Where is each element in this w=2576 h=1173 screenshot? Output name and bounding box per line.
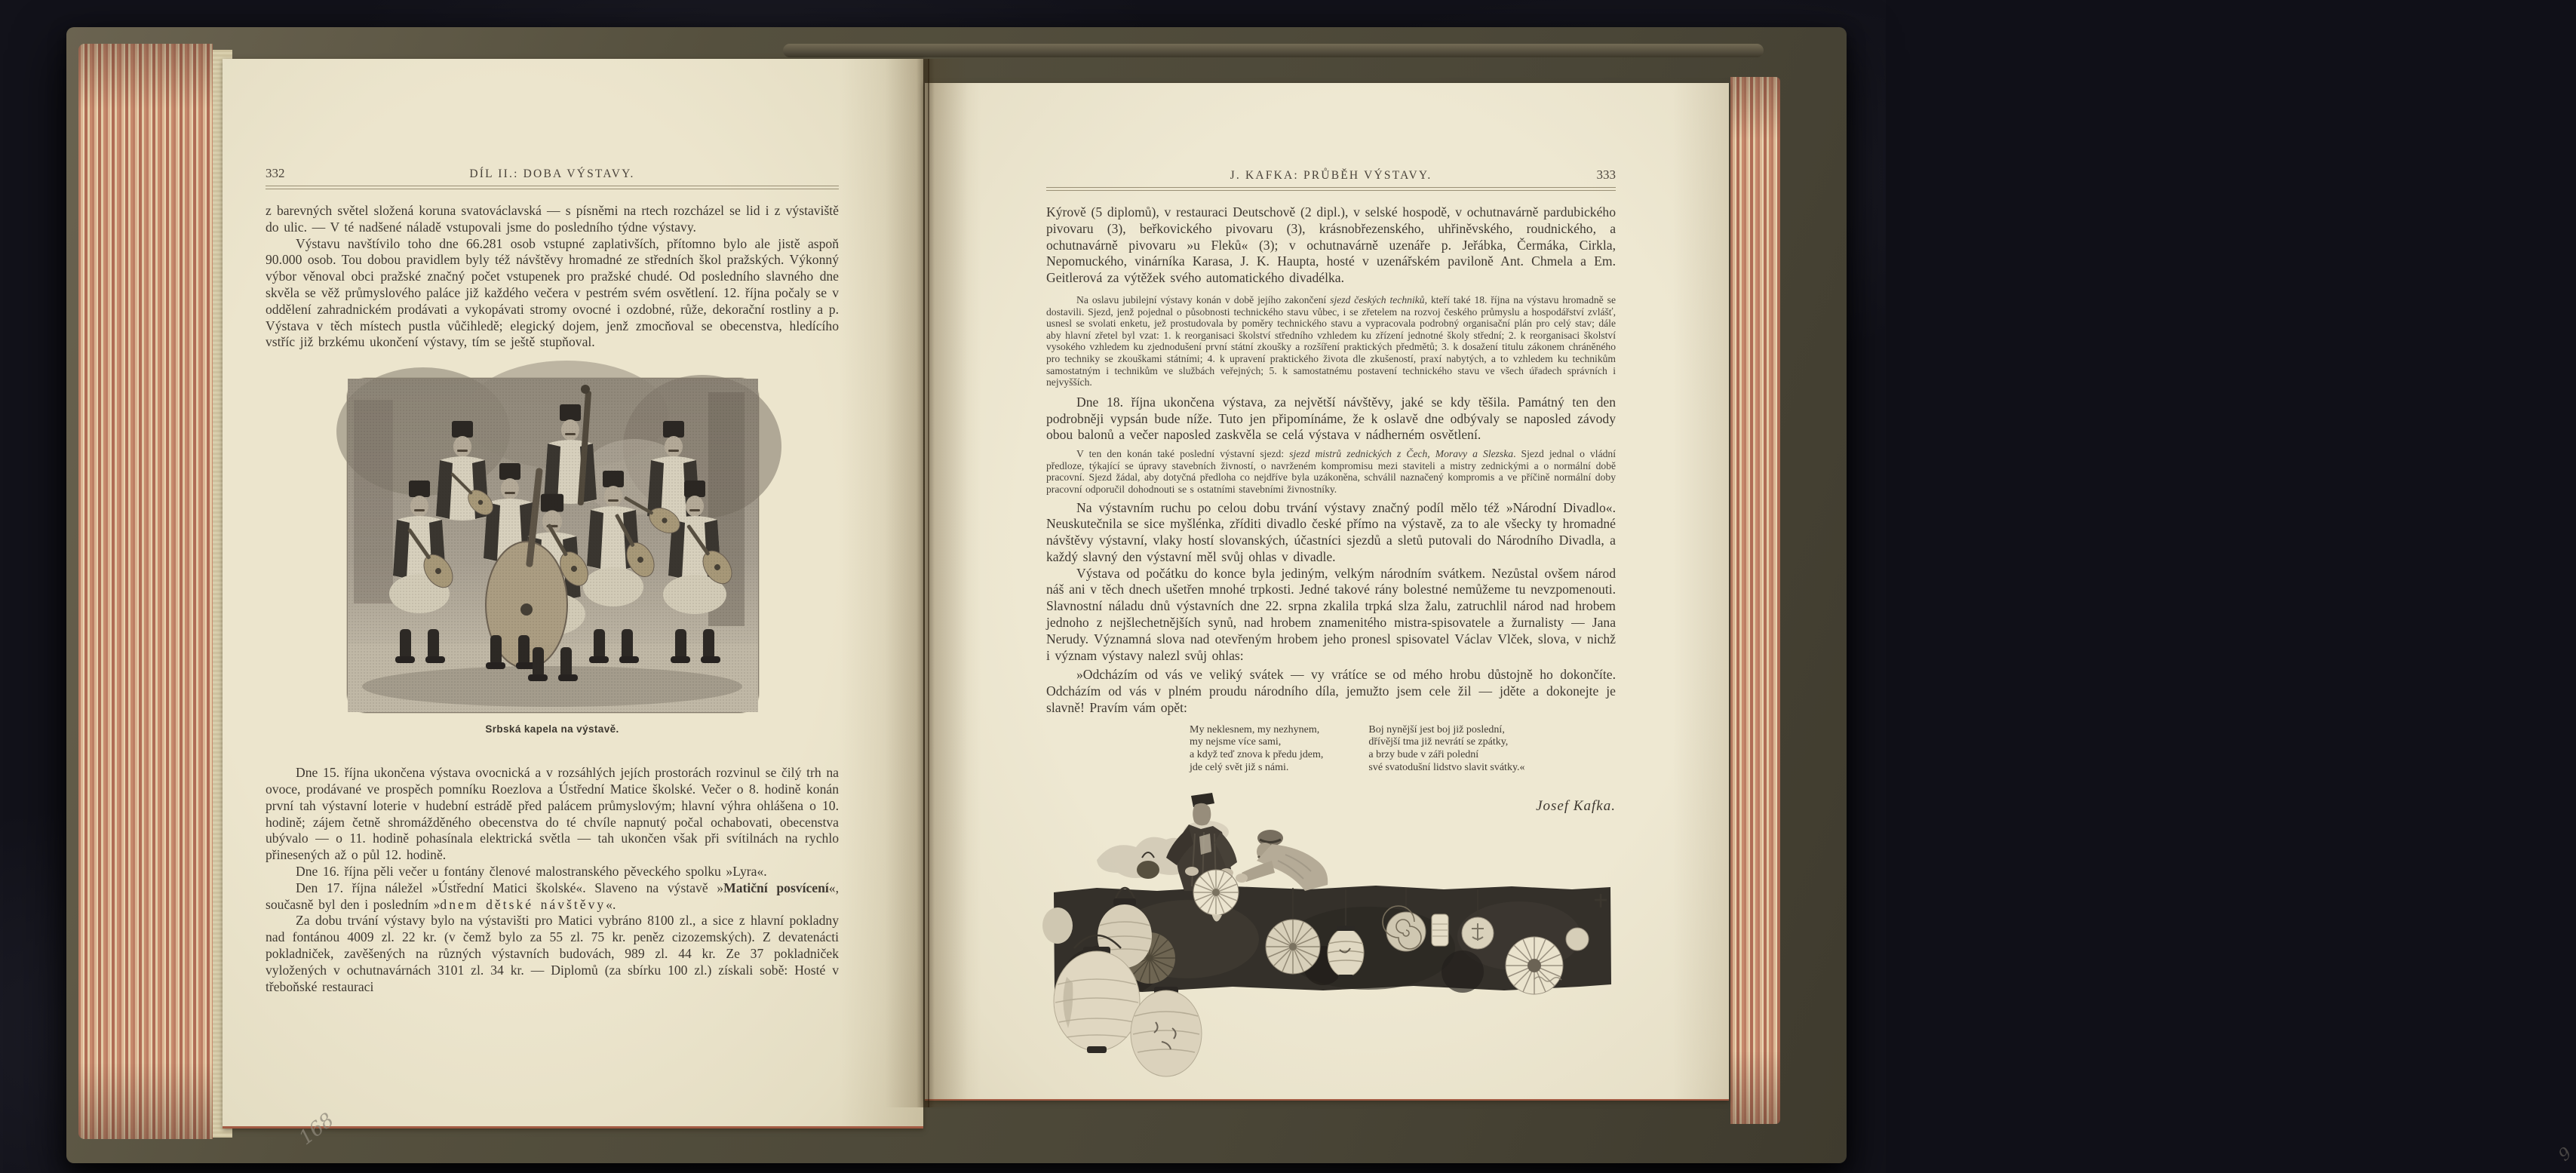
running-title-right: J. KAFKA: PRŮBĚH VÝSTAVY. (1230, 169, 1432, 182)
small-print-paragraph (1046, 294, 1616, 388)
figure-band-photo (347, 378, 757, 735)
paragraph-text: Na oslavu jubilejní výstavy konán v době jejího zakončení (1076, 293, 1331, 306)
paragraph (266, 880, 839, 914)
paragraph: z barevných světel složená koruna svatováclavská — s písněmi na rtech rozcházel se lid i z výstaviště do ulic. — V té nadšené náladě vstupovali jsme do posledního týdne výstavy. (266, 203, 839, 235)
paragraph: Na výstavním ruchu po celou dobu trvání výstavy značný podíl mělo též »Národní Divadlo«. Neuskutečnila se sice myšlénka, zříditi divadlo české přímo na výstavě, za to ale všecky ty hromadné návštěvy výstavní, vlaky hostí slovanských, účastníci sjezdů a sletů putovali do Národního Divadla, a každý slavný den výstavní měl svůj ohlas v divadle. (1046, 499, 1616, 564)
left-running-head (266, 166, 839, 181)
page-right (925, 83, 2576, 1165)
bending-figure (1236, 830, 1328, 891)
verse-line: své svatodušní lidstvo slavit svátky.« (1368, 761, 1525, 773)
paragraph-text: «, současně byl den i posledním » (266, 880, 839, 912)
open-book (66, 27, 2576, 1165)
verse-line: Boj nynější jest boj již poslední, (1368, 723, 1505, 735)
small-print-paragraph (1046, 448, 1616, 495)
verse-line: a brzy bude v záři polední (1368, 749, 1479, 761)
figure-caption: Srbská kapela na výstavě. (485, 723, 619, 735)
italic-emphasis: sjezd mistrů zednických z Čech, Moravy a Slezska (1289, 448, 1514, 460)
paragraph: Dne 15. října ukončena výstava ovocnická a v rozsáhlých jejích prostorách rozvinul se čilý trh na ovoce, prodávané ve prospěch pomníku Roezlova a Ústřední Matice školské. Večer o 8. hodině konán první tah výstavní loterie v hudební estrádě před palácem průmyslovým; hlavní výhra ohlášena o 10. hodině; zájem četně shromážděného obecenstva do té chvíle napnutý počal ochabovati, obecenstva ubývalo — o 11. hodině pohasínala elektrická světla — tah ukončen však při svítilnách na rychlo přinesených až o půl 12. hodině. (266, 765, 839, 863)
quote-paragraph: »Odcházím od vás ve veliký svátek — vy vrátíce se od mého hrobu důstojně ho dokončíte. Odcházím od vás v plném proudu národního díla, jemužto jsem cele žil — jděte a dokonejte je slavně! Pravím vám opět: (1046, 667, 1616, 716)
italic-emphasis: sjezd českých techniků (1330, 293, 1425, 306)
verse-line: My neklesnem, my nezhynem, (1190, 723, 1320, 735)
page-left (223, 59, 923, 1150)
lantern-illustration (1052, 788, 1613, 1064)
halftone-photo-serbian-band (347, 378, 759, 713)
paragraph-text: . Sjezd jednal o vládní předloze, týkající se úpravy stavebních živností, o navrženém kompromisu mezi staviteli a mistry zednickými a o normální době pracovní. Sjezd žádal, aby dotyčná předloha co nejdříve byla uzákoněna, schválil naznačený kompromis a ve příčině normální doby pracovní odporučil dohodnouti se s ostatními stavebními živnostníky. (1046, 448, 1616, 495)
author-signature: Josef Kafka. (1536, 798, 1616, 814)
page-fore-edge-left (78, 44, 213, 1139)
paragraph-text: «. (606, 896, 616, 912)
spaced-emphasis: dnem dětské návštěvy (440, 896, 606, 912)
paragraph-text: Den 17. října náležel »Ústřední Matici školské«. Slaveno na výstavě » (296, 880, 724, 895)
verse-line: my nejsme více sami, (1190, 736, 1282, 748)
paragraph: Dne 18. října ukončena výstava, za největší návštěvy, jaké se kdy těšila. Památný ten den podrobněji vypsán bude níže. Tuto jen připomínáme, že k oslavě dne odbývaly se naposled závody obou balonů a večer naposled zaskvěla se celá výstava v nádherném osvětlení. (1046, 394, 1616, 443)
bold-emphasis: Matiční posvícení (723, 880, 829, 895)
paragraph: Výstavu navštívilo toho dne 66.281 osob vstupné zaplativších, přítomno bylo ale jistě aspoň 90.000 osob. Tou dobou pravidlem byly též návštěvy hromadné ze středních škol pražských. Výkonný výbor věnoval obci pražské značný počet vstupenek pro pražské chudé. Od posledního slavného dne skvěla se věž průmyslového paláce již každého večera v pestrém svém osvětlení. 12. října počaly se v oddělení zahradnickém prodávati a vykopávati stromy ovocné i ozdobné, růže, dekorační rostliny a p. Výstava v těch místech pustla vůčihledě; elegický dojem, jenž zmocňoval se obecenstva, hledícího vstříc již brzkému ukončení výstavy, tím se ještě stupňoval. (266, 235, 839, 350)
paragraph: Dne 16. října pěli večer u fontány členové malostranského pěveckého spolku »Lyra«. (296, 863, 767, 879)
paragraph: Za dobu trvání výstavy bylo na výstavišti pro Matici vybráno 8100 zl., a sice z hlavní pokladny nad fontánou 4009 zl. 22 kr. (v čemž bylo za 55 zl. 75 kr. peněz cizozemských). Z devatenácti pokladniček, zavěšených na různých výstavních budovách, 989 zl. 44 kr. Ze 37 pokladniček vyložených v ochutnavárnách 3101 zl. 34 kr. — Diplomů (za sbírku 100 zl.) získali sobě: Hosté v třeboňské restauraci (266, 913, 839, 994)
paragraph-text: , kteří také 18. října na výstavu hromadně se dostavili. Sjezd, jenž pojednal o působnosti technického stavu vůbec, i se zřetelem na rozvoj českého průmyslu a hospodářství zvlášť, usnesl se svolati enketu, jež prostudovala by poměry technického stavu a vypracovala podrobný organisační plán pro celý stav; dále aby hlavní zřetel byl vzat: 1. k reorganisaci školství středního vzhledem ku zřízení jednotné školy střední; 2. k reorganisaci školství vysokého vzhledem ku zjednodušení první státní zkoušky a rozšíření praktických předmětů; 3. k dosažení titulu zákonem chráněného pro techniky se zkouškami státními; 4. k upravení praktického života dle zkušeností, praxí nabytých, a to vzhledem ku technikům samostatným i technikům ve službách veřejných; 5. k samostatnému postavení technického stavu ve všech úřadech správních i nejvyšších. (1046, 293, 1616, 388)
header-rule-right (1046, 187, 1616, 191)
right-running-head (1046, 167, 1616, 183)
running-title-left: DÍL II.: DOBA VÝSTAVY. (469, 167, 635, 180)
band-photo-illustration (348, 379, 758, 712)
verse-block (1190, 724, 1616, 774)
page-fore-edge-right (1730, 77, 1780, 1124)
verse-line: dřívější tma již nevrátí se zpátky, (1368, 736, 1509, 748)
paragraph: Výstava od počátku do konce byla jediným, velkým národním svátkem. Nezůstal ovšem národ náš ani v těch dnech ušetřen mnohé trpkosti. Jedné takové rány bolestné nemůžeme tu nevzpomenouti. Slavnostní náladu dnů výstavních dne 22. srpna zkalila trpká slza žalu, zatruchlil národ nad hrobem jednoho z nejšlechetnějších synů, nad hrobem znamenitého mistra-spisovatele a žurnalisty — Jana Nerudy. Významná slova nad otevřeným hrobem jeho pronesl spisovatel Václav Vlček, slova, v nichž i význam výstavy nalezl svůj ohlas: (1046, 565, 1616, 663)
page-number-right: 333 (1596, 167, 1616, 182)
pencil-annotation-left: 168 (295, 1108, 339, 1150)
verse-column-left (1190, 724, 1323, 774)
verse-column-right (1368, 724, 1524, 774)
verse-line: a když teď znova k předu jdem, (1190, 749, 1324, 761)
paragraph-text: V ten den konán také poslední výstavní sjezd: (1076, 448, 1290, 460)
paragraph: Kýrově (5 diplomů), v restauraci Deutschově (2 dipl.), v selské hospodě, v ochutnavárně pardubického pivovaru (3), beřkovického pivovaru (3), krásnobřezenského, uhřiněvského, roudnického, a ochutnavárně pivovaru »u Fleků« (3); v ochutnavárně uzenáře p. Jeřábka, Čermáka, Cirkla, Nepomuckého, vinárníka Karasa, J. K. Haupta, hosté v uzenářském paviloně Ant. Chmela a Em. Geitlerová za výtěžek svého automatického divadélka. (1046, 204, 1616, 286)
header-rule-left (266, 186, 839, 189)
pencil-annotation-right: 9 (2555, 1144, 2576, 1165)
page-number-left: 332 (266, 166, 285, 180)
verse-line: jde celý svět již s námi. (1190, 761, 1289, 773)
book-spine-top-edge (783, 44, 1764, 57)
